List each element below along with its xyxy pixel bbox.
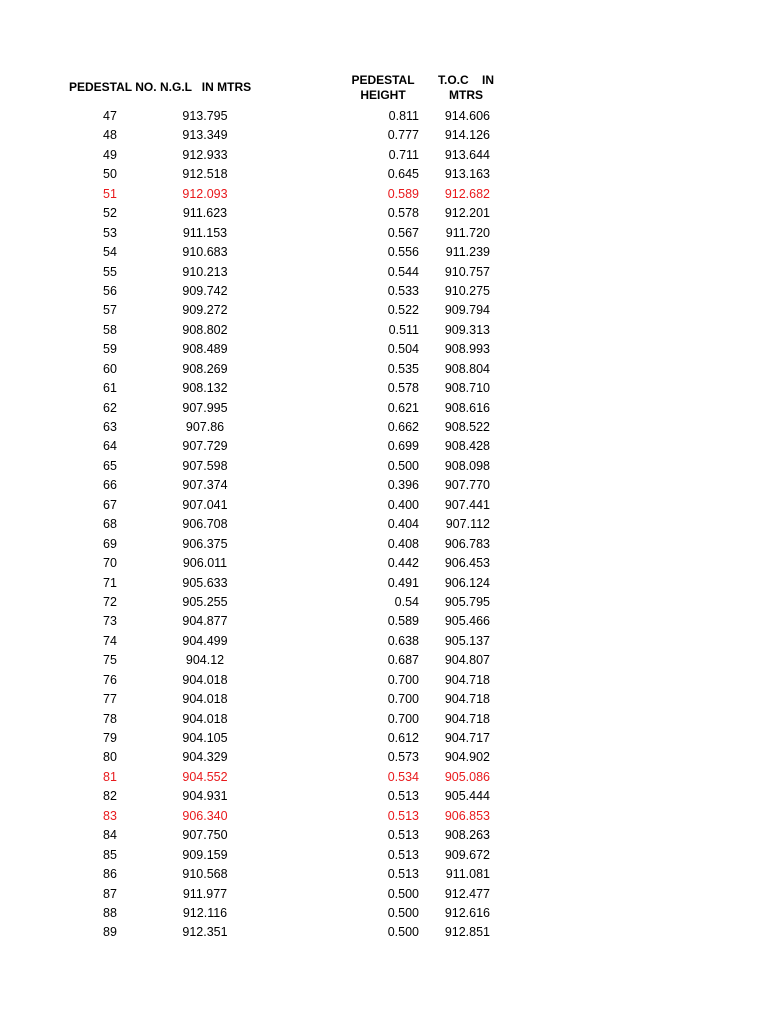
toc-cell: 910.757 [444,264,490,279]
table-row [0,710,768,729]
pedestal-height-cell: 0.662 [387,420,419,434]
pedestal-height-cell: 0.522 [387,303,419,318]
pedestal-height-cell: 0.589 [387,186,419,201]
pedestal-height-cell: 0.533 [387,283,419,298]
ngl-cell: 909.159 [182,847,228,862]
table-row [0,923,768,942]
ngl-cell: 910.683 [182,245,228,260]
toc-cell: 912.682 [444,186,490,201]
pedestal-height-cell: 0.811 [388,109,419,123]
ngl-cell: 905.633 [182,575,228,590]
table-row [0,437,768,456]
pedestal-no-cell: 51 [103,186,117,201]
pedestal-no-cell: 70 [103,556,117,571]
pedestal-height-cell: 0.578 [387,381,419,396]
table-row [0,612,768,631]
table-row [0,360,768,379]
pedestal-height-cell: 0.699 [387,439,419,454]
pedestal-no-cell: 63 [103,420,117,434]
pedestal-table-body [0,107,768,943]
toc-cell: 909.672 [444,847,490,862]
table-row [0,593,768,612]
pedestal-no-cell: 74 [103,633,117,648]
pedestal-height-cell: 0.513 [387,808,419,823]
ngl-cell: 911.977 [182,886,228,901]
table-row [0,632,768,651]
pedestal-no-cell: 77 [103,692,117,707]
header-pedestal-height [340,73,426,103]
toc-cell: 907.112 [445,517,490,532]
table-row [0,651,768,670]
pedestal-height-cell: 0.513 [387,828,419,843]
ngl-cell: 908.269 [182,361,228,376]
pedestal-no-cell: 86 [103,867,117,882]
ngl-cell: 911.623 [182,206,228,221]
toc-cell: 905.086 [444,769,490,784]
pedestal-no-cell: 66 [103,478,117,493]
pedestal-no-cell: 60 [103,361,117,376]
pedestal-height-cell: 0.621 [387,400,419,415]
pedestal-height-cell: 0.544 [387,264,419,279]
ngl-cell: 906.708 [182,517,228,532]
pedestal-no-cell: 82 [103,789,117,804]
pedestal-no-cell: 47 [103,109,117,123]
ngl-cell: 904.499 [182,633,228,648]
pedestal-height-cell: 0.491 [387,575,419,590]
ngl-cell: 907.750 [182,828,228,843]
pedestal-no-cell: 59 [103,342,117,357]
ngl-cell: 904.018 [182,711,228,726]
pedestal-no-cell: 89 [103,925,117,940]
pedestal-no-cell: 88 [103,905,117,920]
pedestal-no-cell: 81 [103,769,117,784]
pedestal-no-cell: 62 [103,400,117,415]
table-row [0,204,768,223]
toc-cell: 910.275 [444,283,490,298]
pedestal-height-cell: 0.534 [387,769,419,784]
pedestal-no-cell: 71 [103,575,117,590]
ngl-cell: 904.931 [182,789,228,804]
ngl-cell: 908.132 [182,381,228,396]
toc-cell: 906.853 [444,808,490,823]
pedestal-no-cell: 61 [103,381,117,396]
toc-cell: 909.794 [444,303,490,318]
ngl-cell: 912.116 [182,905,228,920]
table-row [0,515,768,534]
toc-cell: 904.717 [444,731,490,745]
pedestal-no-cell: 79 [103,731,117,745]
ngl-cell: 904.12 [185,653,225,668]
pedestal-no-cell: 67 [103,497,117,512]
pedestal-height-cell: 0.556 [387,245,419,260]
table-row [0,671,768,690]
toc-cell: 904.718 [444,672,490,687]
ngl-cell: 907.86 [185,420,225,434]
toc-cell: 907.770 [444,478,490,493]
ngl-cell: 904.105 [182,731,228,745]
table-row [0,321,768,340]
table-row [0,165,768,184]
toc-cell: 904.718 [444,711,490,726]
header-toc-line2: MTRS [449,88,483,102]
pedestal-height-cell: 0.500 [387,886,419,901]
toc-cell: 912.477 [444,886,490,901]
toc-cell: 907.441 [444,497,490,512]
table-row [0,787,768,806]
pedestal-height-cell: 0.408 [387,536,419,551]
pedestal-no-cell: 78 [103,711,117,726]
table-row [0,243,768,262]
pedestal-no-cell: 84 [103,828,117,843]
pedestal-no-cell: 56 [103,283,117,298]
table-row [0,574,768,593]
ngl-cell: 904.018 [182,672,228,687]
pedestal-height-cell: 0.567 [387,225,419,240]
pedestal-no-cell: 55 [103,264,117,279]
toc-cell: 908.263 [444,828,490,843]
pedestal-no-cell: 54 [103,245,117,260]
ngl-cell: 907.729 [182,439,228,454]
pedestal-height-cell: 0.513 [387,867,419,882]
toc-cell: 913.644 [444,147,490,162]
ngl-cell: 906.011 [182,556,228,571]
pedestal-height-cell: 0.500 [387,925,419,940]
table-row [0,476,768,495]
toc-cell: 912.851 [444,925,490,940]
pedestal-height-cell: 0.500 [387,905,419,920]
table-row [0,185,768,204]
toc-cell: 905.444 [444,789,490,804]
pedestal-height-cell: 0.500 [387,458,419,473]
pedestal-height-cell: 0.504 [387,342,419,357]
ngl-cell: 907.598 [182,458,228,473]
ngl-cell: 905.255 [182,594,228,609]
toc-cell: 909.313 [444,322,490,337]
table-row [0,224,768,243]
table-row [0,807,768,826]
header-pedestal-height-line1: PEDESTAL [351,73,415,87]
ngl-cell: 909.742 [182,283,228,298]
pedestal-no-cell: 48 [103,128,117,143]
pedestal-no-cell: 69 [103,536,117,551]
table-row [0,301,768,320]
pedestal-no-cell: 64 [103,439,117,454]
table-row [0,748,768,767]
table-row [0,729,768,748]
ngl-cell: 904.018 [182,692,228,707]
toc-cell: 905.466 [444,614,490,629]
table-row [0,846,768,865]
ngl-cell: 912.351 [182,925,228,940]
ngl-cell: 904.877 [182,614,228,629]
ngl-cell: 909.272 [182,303,228,318]
toc-cell: 904.718 [444,692,490,707]
pedestal-no-cell: 83 [103,808,117,823]
ngl-cell: 911.153 [182,225,228,240]
pedestal-height-cell: 0.400 [387,497,419,512]
table-row [0,399,768,418]
table-row [0,263,768,282]
table-row [0,496,768,515]
header-toc-line1: T.O.C IN [437,73,494,87]
table-row [0,340,768,359]
table-row [0,146,768,165]
toc-cell: 912.616 [444,905,490,920]
pedestal-no-cell: 73 [103,614,117,629]
ngl-cell: 912.093 [182,186,228,201]
ngl-cell: 907.995 [182,400,228,415]
pedestal-height-cell: 0.578 [387,206,419,221]
pedestal-height-cell: 0.700 [387,672,419,687]
table-row [0,107,768,126]
table-row [0,885,768,904]
table-row [0,418,768,437]
pedestal-height-cell: 0.511 [388,322,419,337]
pedestal-no-cell: 87 [103,886,117,901]
pedestal-no-cell: 68 [103,517,117,532]
pedestal-height-cell: 0.687 [387,653,419,668]
table-row [0,554,768,573]
toc-cell: 911.720 [445,225,490,240]
pedestal-no-cell: 50 [103,167,117,182]
toc-cell: 906.453 [444,556,490,571]
ngl-cell: 912.933 [182,147,228,162]
pedestal-height-cell: 0.777 [387,128,419,143]
ngl-cell: 908.489 [182,342,228,357]
table-row [0,282,768,301]
ngl-cell: 907.041 [182,497,228,512]
table-row [0,126,768,145]
pedestal-height-cell: 0.612 [387,731,419,745]
pedestal-height-cell: 0.700 [387,692,419,707]
toc-cell: 914.126 [444,128,490,143]
pedestal-no-cell: 85 [103,847,117,862]
toc-cell: 908.993 [444,342,490,357]
pedestal-height-cell: 0.513 [387,789,419,804]
header-pedestal-height-line2: HEIGHT [360,88,406,102]
ngl-cell: 910.213 [182,264,228,279]
ngl-cell: 913.349 [182,128,228,143]
ngl-cell: 904.329 [182,750,228,765]
pedestal-no-cell: 80 [103,750,117,765]
toc-cell: 908.710 [444,381,490,396]
toc-cell: 914.606 [444,109,490,123]
pedestal-no-cell: 65 [103,458,117,473]
pedestal-height-cell: 0.573 [387,750,419,765]
pedestal-height-cell: 0.396 [387,478,419,493]
ngl-cell: 912.518 [182,167,228,182]
table-row [0,379,768,398]
table-row [0,826,768,845]
toc-cell: 904.902 [444,750,490,765]
pedestal-height-cell: 0.638 [387,633,419,648]
pedestal-no-cell: 49 [103,147,117,162]
toc-cell: 906.124 [444,575,490,590]
toc-cell: 905.137 [444,633,490,648]
header-ngl: N.G.L IN MTRS [160,80,252,94]
header-pedestal-no: PEDESTAL NO. [69,80,157,94]
table-row [0,865,768,884]
toc-cell: 906.783 [444,536,490,551]
toc-cell: 908.098 [444,458,490,473]
ngl-cell: 910.568 [182,867,228,882]
toc-cell: 908.616 [444,400,490,415]
toc-cell: 912.201 [444,206,490,221]
pedestal-height-cell: 0.645 [387,167,419,182]
toc-cell: 911.081 [445,867,490,882]
pedestal-height-cell: 0.711 [388,147,419,162]
ngl-cell: 904.552 [182,769,228,784]
pedestal-height-cell: 0.404 [387,517,419,532]
table-row [0,768,768,787]
pedestal-no-cell: 72 [103,594,117,609]
toc-cell: 908.804 [444,361,490,376]
ngl-cell: 906.375 [182,536,228,551]
pedestal-height-cell: 0.589 [387,614,419,629]
toc-cell: 905.795 [444,594,490,609]
pedestal-height-cell: 0.54 [394,594,419,609]
pedestal-no-cell: 57 [103,303,117,318]
pedestal-no-cell: 53 [103,225,117,240]
pedestal-height-cell: 0.442 [387,556,419,571]
pedestal-no-cell: 58 [103,322,117,337]
table-row [0,690,768,709]
pedestal-no-cell: 52 [103,206,117,221]
toc-cell: 908.522 [444,420,490,434]
pedestal-no-cell: 75 [103,653,117,668]
table-row [0,457,768,476]
pedestal-height-cell: 0.700 [387,711,419,726]
ngl-cell: 907.374 [182,478,228,493]
toc-cell: 913.163 [444,167,490,182]
table-row [0,904,768,923]
ngl-cell: 908.802 [182,322,228,337]
pedestal-no-cell: 76 [103,672,117,687]
toc-cell: 908.428 [444,439,490,454]
header-toc [430,73,502,103]
pedestal-height-cell: 0.513 [387,847,419,862]
pedestal-height-cell: 0.535 [387,361,419,376]
table-row [0,535,768,554]
ngl-cell: 913.795 [182,109,228,123]
toc-cell: 904.807 [444,653,490,668]
ngl-cell: 906.340 [182,808,228,823]
toc-cell: 911.239 [445,245,490,260]
